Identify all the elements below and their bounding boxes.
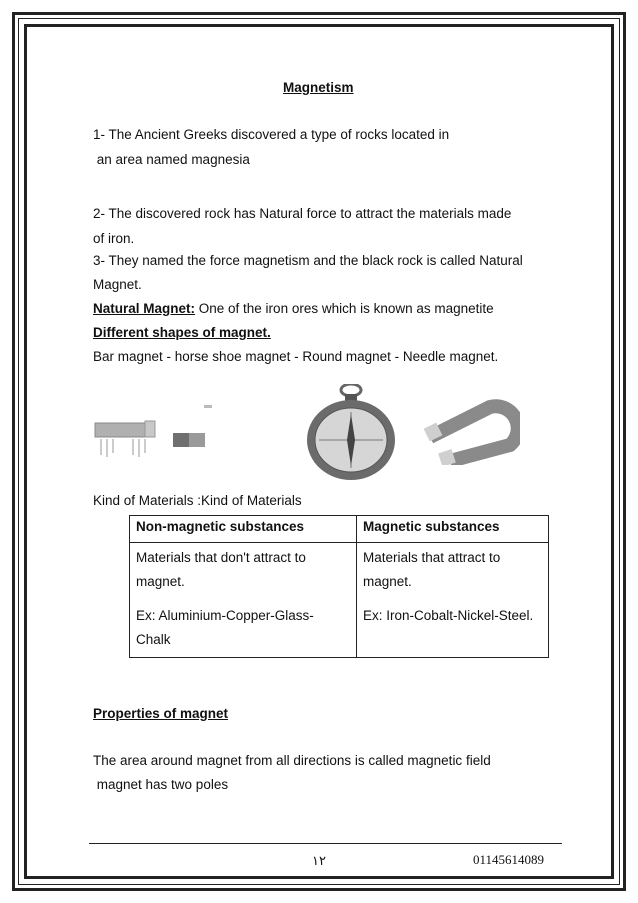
paragraph-3-line-1: 3- They named the force magnetism and the black rock is called Natural [93,253,523,268]
properties-heading: Properties of magnet [93,706,229,721]
paragraph-1-line-2: an area named magnesia [93,152,250,167]
page-title: Magnetism [283,80,354,95]
header-magnetic: Magnetic substances [357,516,549,543]
shapes-list: Bar magnet - horse shoe magnet - Round magnet - Needle magnet. [93,349,499,364]
table-header-row [130,516,549,543]
footer-divider [89,843,562,844]
properties-line-1: The area around magnet from all directions is called magnetic field [93,753,491,768]
header-non-magnetic: Non-magnetic substances [130,516,357,543]
paragraph-3-line-2: Magnet. [93,277,142,292]
materials-intro: Kind of Materials :Kind of Materials [93,493,302,508]
paragraph-2-line-2: of iron. [93,231,135,246]
non-magnetic-example-2: Chalk [136,632,171,647]
non-magnetic-line-1: Materials that don't attract to [136,550,306,565]
natural-magnet-text: One of the iron ores which is known as magnetite [195,301,494,316]
page-number: ١٢ [312,853,326,868]
magnetic-example-1: Ex: Iron-Cobalt-Nickel-Steel. [363,608,534,623]
compass-image [305,384,397,482]
shapes-heading: Different shapes of magnet. [93,325,271,340]
natural-magnet-term: Natural Magnet: [93,301,196,316]
horseshoe-magnet-image [420,395,520,465]
cell-non-magnetic [130,543,357,658]
cell-magnetic [357,543,549,658]
materials-table [129,515,549,658]
non-magnetic-example-1: Ex: Aluminium-Copper-Glass- [136,608,314,623]
table-row [130,543,549,658]
properties-line-2: magnet has two poles [93,777,229,792]
natural-magnet-definition [93,301,494,317]
paragraph-1-line-1: 1- The Ancient Greeks discovered a type of rocks located in [93,127,450,142]
paragraph-2-line-1: 2- The discovered rock has Natural force to attract the materials made [93,206,512,221]
non-magnetic-line-2: magnet. [136,574,185,589]
magnetic-line-1: Materials that attract to [363,550,501,565]
bar-magnet-image [93,395,213,465]
magnetic-line-2: magnet. [363,574,412,589]
footer-phone: 01145614089 [473,852,545,867]
